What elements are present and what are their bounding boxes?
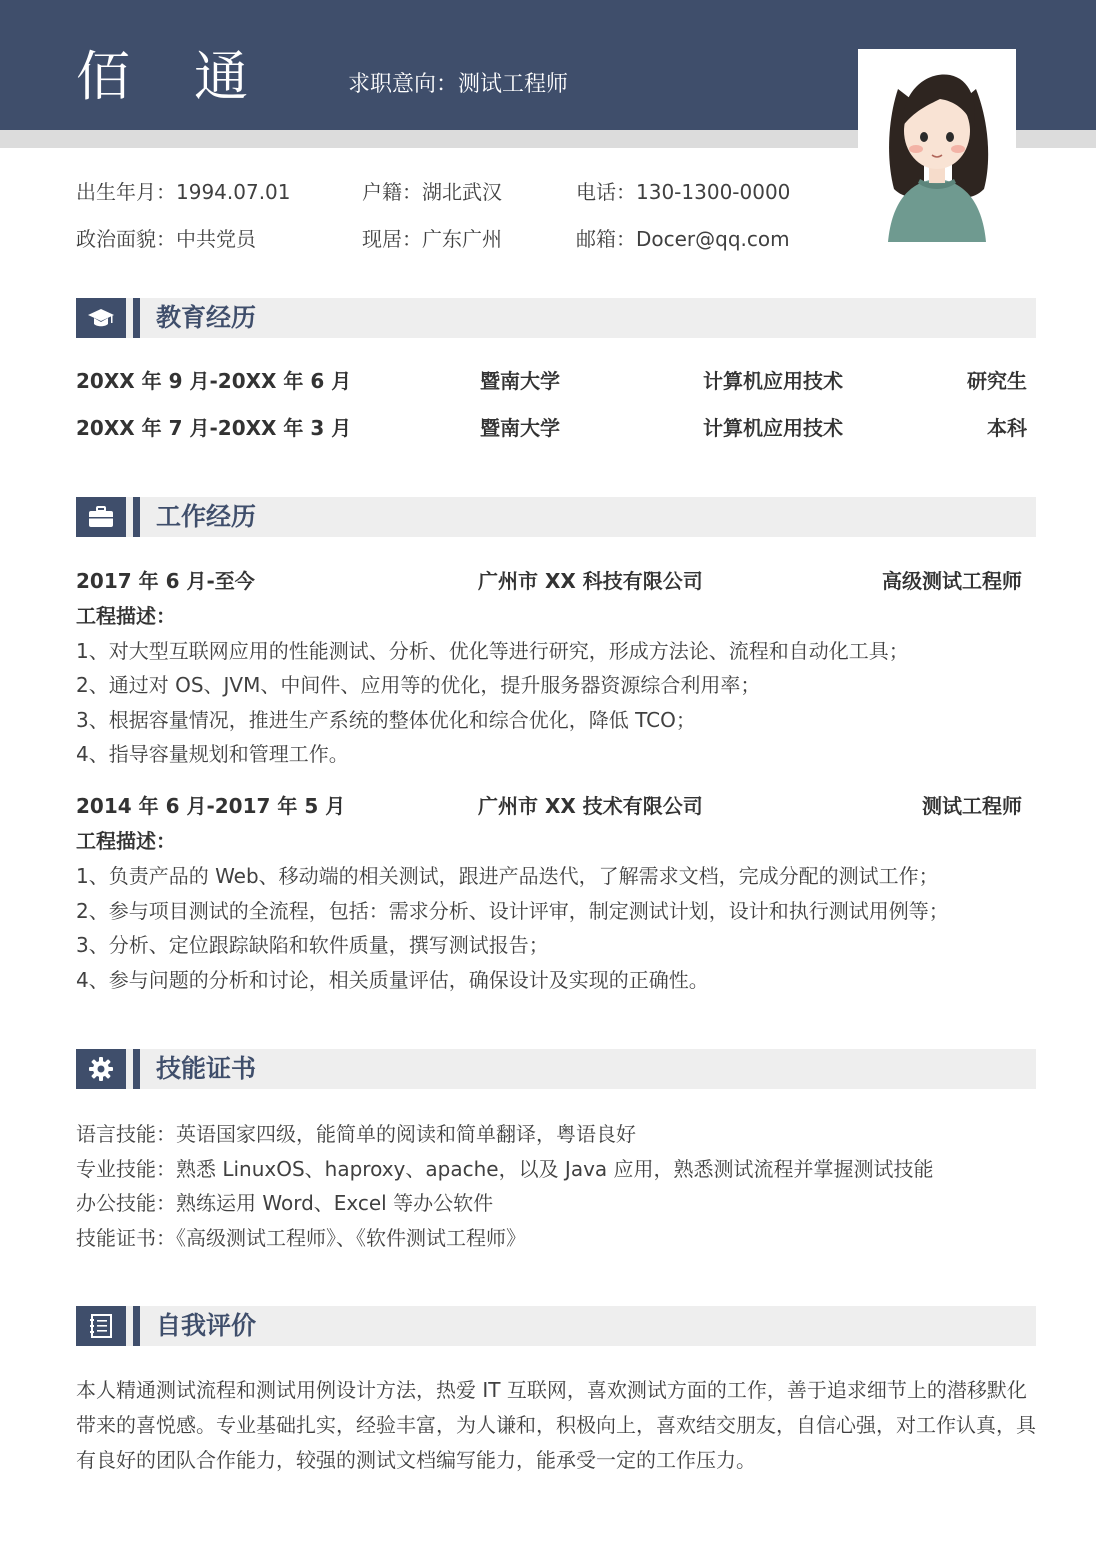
edu-2-degree: 本科	[987, 416, 1027, 440]
job-intent-value: 测试工程师	[458, 72, 569, 97]
skills-accent	[133, 1049, 140, 1089]
education-accent	[133, 298, 140, 338]
info-politics: 政治面貌：中共党员	[76, 227, 256, 251]
edu-1-period: 20XX 年 9 月-20XX 年 6 月	[76, 369, 352, 393]
job-1-item: 2、通过对 OS、JVM、中间件、应用等的优化，提升服务器资源综合利用率；	[76, 673, 761, 697]
info-residence: 现居：广东广州	[362, 227, 502, 251]
info-hukou: 户籍：湖北武汉	[362, 180, 502, 204]
job-2-position: 测试工程师	[922, 794, 1022, 818]
briefcase-icon	[88, 506, 114, 528]
edu-2-major: 计算机应用技术	[703, 416, 843, 440]
edu-1-degree: 研究生	[967, 369, 1027, 393]
skill-item: 技能证书：《高级测试工程师》、《软件测试工程师》	[76, 1226, 526, 1250]
skill-item: 专业技能：熟悉 LinuxOS、haproxy、apache，以及 Java 应用，熟悉测试流程并掌握测试技能	[76, 1157, 934, 1181]
job-intent	[348, 70, 568, 100]
edu-2-period: 20XX 年 7 月-20XX 年 3 月	[76, 416, 352, 440]
job-1-item: 3、根据容量情况，推进生产系统的整体优化和综合优化，降低 TCO；	[76, 708, 696, 732]
edu-2-school: 暨南大学	[480, 416, 560, 440]
education-title: 教育经历	[156, 303, 257, 332]
job-2-item: 3、分析、定位跟踪缺陷和软件质量，撰写测试报告；	[76, 933, 549, 957]
job-1-period: 2017 年 6 月-至今	[76, 569, 255, 593]
edu-1-major: 计算机应用技术	[703, 369, 843, 393]
job-1-position: 高级测试工程师	[882, 569, 1022, 593]
education-icon-box	[76, 298, 126, 338]
job-2-company: 广州市 XX 技术有限公司	[478, 794, 703, 818]
self-accent	[133, 1306, 140, 1346]
job-1-company: 广州市 XX 科技有限公司	[478, 569, 703, 593]
edu-1-school: 暨南大学	[480, 369, 560, 393]
gear-icon	[88, 1056, 114, 1082]
avatar	[858, 49, 1016, 242]
work-icon-box	[76, 497, 126, 537]
job-1-desc-label: 工程描述：	[76, 604, 176, 628]
candidate-name: 佰通	[76, 45, 312, 108]
info-phone: 电话：130-1300-0000	[576, 180, 791, 204]
graduation-cap-icon	[87, 307, 115, 329]
job-2-item: 1、负责产品的 Web、移动端的相关测试，跟进产品迭代，了解需求文档，完成分配的测试工作；	[76, 864, 939, 888]
job-2-item: 4、参与问题的分析和讨论，相关质量评估，确保设计及实现的正确性。	[76, 968, 709, 992]
skills-title: 技能证书	[156, 1054, 257, 1083]
notebook-icon	[89, 1314, 113, 1338]
job-1-item: 4、指导容量规划和管理工作。	[76, 742, 349, 766]
self-evaluation-text: 本人精通测试流程和测试用例设计方法，热爱 IT 互联网，喜欢测试方面的工作，善于追求细节上的潜移默化带来的喜悦感。专业基础扎实，经验丰富，为人谦和，积极向上，喜欢结交朋友，自信心强，对工作认真，具有良好的团队合作能力，较强的测试文档编写能力，能承受一定的工作压力。	[76, 1378, 1036, 1472]
self-title: 自我评价	[156, 1311, 257, 1340]
skill-item: 语言技能：英语国家四级，能简单的阅读和简单翻译，粤语良好	[76, 1122, 636, 1146]
info-email: 邮箱：Docer@qq.com	[576, 227, 790, 251]
skills-icon-box	[76, 1049, 126, 1089]
job-2-item: 2、参与项目测试的全流程，包括：需求分析、设计评审，制定测试计划，设计和执行测试用例等；	[76, 899, 949, 923]
work-accent	[133, 497, 140, 537]
job-2-desc-label: 工程描述：	[76, 829, 176, 853]
info-birth: 出生年月：1994.07.01	[76, 180, 291, 204]
work-title: 工作经历	[156, 502, 257, 531]
skill-item: 办公技能：熟练运用 Word、Excel 等办公软件	[76, 1191, 494, 1215]
self-icon-box	[76, 1306, 126, 1346]
job-intent-label: 求职意向：	[348, 72, 459, 97]
job-1-item: 1、对大型互联网应用的性能测试、分析、优化等进行研究，形成方法论、流程和自动化工具；	[76, 639, 909, 663]
job-2-period: 2014 年 6 月-2017 年 5 月	[76, 794, 346, 818]
